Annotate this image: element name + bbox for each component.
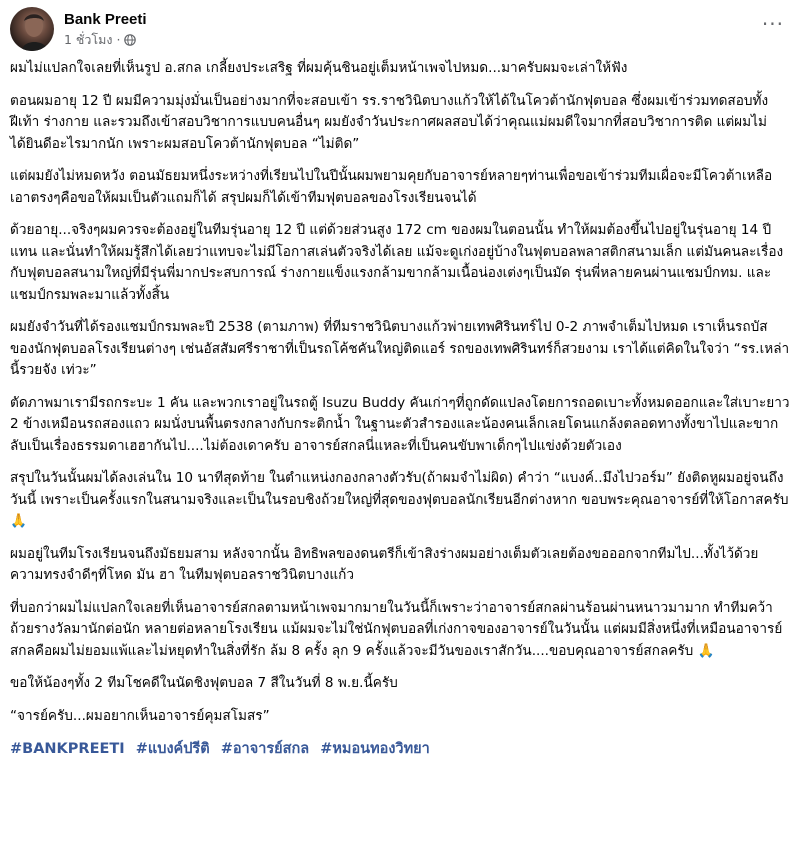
post-paragraph: ผมไม่แปลกใจเลยที่เห็นรูป อ.สกล เกลี้ยงประเสริฐ ที่ผมคุ้นชินอยู่เต็มหน้าเพจไปหมด...มาครับผมจะเล่าให้ฟัง — [10, 60, 628, 76]
author-name[interactable]: Bank Preeti — [64, 11, 147, 28]
post-paragraph: ที่บอกว่าผมไม่แปลกใจเลยที่เห็นอาจารย์สกลตามหน้าเพจมากมายในวันนี้ก็เพราะว่าอาจารย์สกลผ่านร้อนผ่านหนาวมามาก ทำทีมคว้าถ้วยรางวัลมานักต่อนัก หลายต่อหลายโรงเรียน แม้ผมจะไม่ใช่นักฟุตบอลที่เก่งกาจของอาจารย์ในวันนั้น แต่ผมมีสิ่งหนึ่งที่เหมือนอาจารย์สกลคือผมไม่ยอมแพ้และไม่หยุดทำในสิ่งที่รัก ล้ม 8 ครั้ง ลุก 9 ครั้งแล้วจะมีวันของเราสักวัน....ขอบคุณอาจารย์สกลครับ 🙏 — [10, 599, 783, 659]
hashtag-list — [10, 738, 790, 760]
post-paragraph: สรุปในวันนั้นผมได้ลงเล่นใน 10 นาทีสุดท้าย ในตำแหน่งกองกลางตัวรับ(ถ้าผมจำไม่ผิด) คำว่า “แบงค์..มึงไปวอร์ม” ยังติดหูผมอยู่จนถึงวันนี้ เพราะเป็นครั้งแรกในสนามจริงและเป็นในรอบชิงถ้วยใหญ่ที่สุดของฟุตบอลนักเรียนอีกต่างหาก ขอบพระคุณอาจารย์ที่ให้โอกาสครับ 🙏 — [10, 470, 789, 529]
post-header — [10, 4, 147, 54]
post-time[interactable]: 1 ชั่วโมง — [64, 32, 113, 47]
hashtag-link[interactable]: #แบงค์ปรีติ — [135, 741, 210, 757]
avatar-portrait-icon — [10, 7, 54, 51]
post-paragraph: ผมอยู่ในทีมโรงเรียนจนถึงมัธยมสาม หลังจากนั้น อิทธิพลของดนตรีก็เข้าสิงร่างผมอย่างเต็มตัวเลยต้องขอออกจากทีมไป...ทั้งไว้ด้วยความทรงจำดีๆที่โหด มัน ฮา ในทีมฟุตบอลราชวินิตบางแก้ว — [10, 545, 759, 583]
post-paragraph: ด้วยอายุ...จริงๆผมควรจะต้องอยู่ในทีมรุ่นอายุ 12 ปี แต่ด้วยส่วนสูง 172 cm ของผมในตอนนั้น ทำให้ผมต้องขึ้นไปอยู่ในรุ่นอายุ 14 ปีแทน และนั่นทำให้ผมรู้สึกได้เลยว่าแทบจะไม่มีโอกาสเล่นตัวจริงได้เลย แม้จะดูเก่งอยู่บ้างในฟุตบอลพลาสติกสนามเล็ก แต่มันคนละเรื่องกับฟุตบอลสนามใหญ่ที่มีรุ่นพี่มากประสบการณ์ ร่างกายแข็งแรงกล้ามขากล้ามเนื้อน่องเต่งๆเป็นมัด รุ่นพี่หลายคนผ่านแชมป์กทม. และแชมป์กรมพละมาแล้วทั้งสิ้น — [10, 222, 784, 303]
post-paragraph: “จารย์ครับ...ผมอยากเห็นอาจารย์คุมสโมสร” — [10, 707, 270, 724]
separator-dot: · — [116, 32, 121, 47]
avatar[interactable] — [10, 7, 54, 51]
hashtag-link[interactable]: #อาจารย์สกล — [220, 741, 310, 757]
post-paragraph: ขอให้น้องๆทั้ง 2 ทีมโชคดีในนัดชิงฟุตบอล 7 สีในวันที่ 8 พ.ย.นี้ครับ — [10, 675, 398, 691]
hashtag-link[interactable]: #หมอนทองวิทยา — [320, 741, 430, 757]
post-paragraph: ตอนผมอายุ 12 ปี ผมมีความมุ่งมั่นเป็นอย่างมากที่จะสอบเข้า รร.ราชวินิตบางแก้วให้ได้ในโควต้านักฟุตบอล ซึ่งผมเข้าร่วมทดสอบทั้งฝีเท้า ร่างกาย และรวมถึงเข้าสอบวิชาการแบบคนอื่นๆ ผมยังจำวันประกาศผลสอบได้ว่าคุณแม่ผมดีใจมากที่สอบวิชาการติด แต่ผมไม่ได้ยินดีอะไรมากนัก เพราะผมสอบโควต้านักฟุตบอล “ไม่ติด” — [10, 92, 769, 152]
globe-icon[interactable] — [124, 34, 136, 46]
post-paragraph: ตัดภาพมาเรามีรถกระบะ 1 คัน และพวกเราอยู่ในรถตู้ Isuzu Buddy คันเก่าๆที่ถูกดัดแปลงโดยการถอดเบาะทั้งหมดออกและใส่เบาะยาว 2 ข้างเหมือนรถสองแถว ผมนั่งบนพื้นตรงกลางกับกระติกน้ำ ในฐานะตัวสำรองและน้องคนเล็กเลยโดนแกล้งตลอดทางทั้งขาไปและขากลับเป็นเรื่องธรรมดาเฮฮากันไป....ไม่ต้องเดาครับ อาจารย์สกลนี่แหละที่เป็นคนขับพาเด็กๆไปแข่งด้วยตัวเอง — [10, 394, 790, 454]
post-body — [10, 58, 790, 760]
post-meta — [64, 10, 147, 48]
post-paragraph: ผมยังจำวันที่ได้รองแชมป์กรมพละปี 2538 (ตามภาพ) ที่ทีมราชวินิตบางแก้วพ่ายเทพศิรินทร์ไป 0-2 ภาพจำเต็มไปหมด เราเห็นรถบัสของนักฟุตบอลโรงเรียนต่างๆ เช่นอัสสัมศรีราชาที่เป็นรถโค้ชคันใหญ่ติดแอร์ รถของเทพศิรินทร์ก็สวยงาม เราได้แต่คิดในใจว่า “รร.เหล่านี้รวยจัง เท่วะ” — [10, 319, 790, 378]
hashtag-link[interactable]: #BANKPREETI — [10, 741, 125, 757]
more-options-icon[interactable]: ··· — [761, 12, 784, 36]
post-subline — [64, 31, 147, 48]
post-paragraph: แต่ผมยังไม่หมดหวัง ตอนมัธยมหนึ่งระหว่างที่เรียนไปในปีนั้นผมพยามคุยกับอาจารย์หลายๆท่านเพื่อขอเข้าร่วมทีมเผื่อจะมีโควต้าเหลือ เอาตรงๆคือขอให้ผมเป็นตัวแถมก็ได้ สรุปผมก็ได้เข้าทีมฟุตบอลของโรงเรียนจนได้ — [10, 168, 773, 206]
